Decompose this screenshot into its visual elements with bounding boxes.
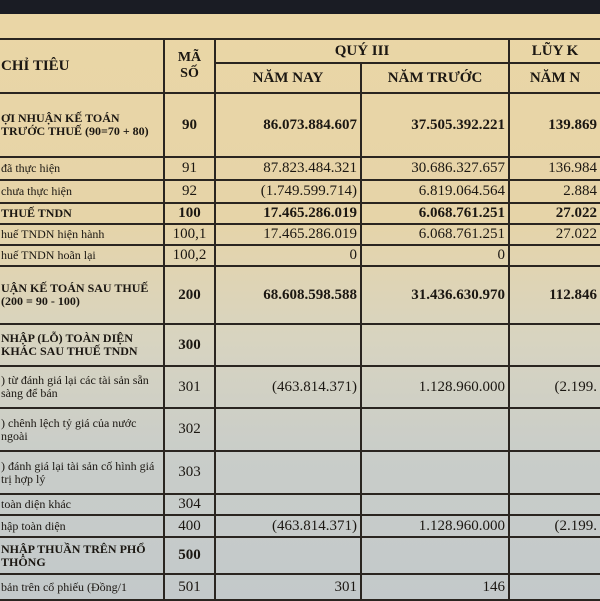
row-luy-ke xyxy=(509,408,600,451)
table-row xyxy=(0,515,600,537)
row-luy-ke xyxy=(509,245,600,266)
row-nam-truoc: 6.068.761.251 xyxy=(361,224,509,245)
row-nam-truoc: 6.819.064.564 xyxy=(361,180,509,203)
table-row xyxy=(0,408,600,451)
table-row xyxy=(0,366,600,408)
row-nam-truoc: 0 xyxy=(361,245,509,266)
table-row xyxy=(0,245,600,266)
row-nam-truoc: 1.128.960.000 xyxy=(361,515,509,537)
table-row xyxy=(0,266,600,324)
row-nam-nay: 86.073.884.607 xyxy=(215,93,361,157)
table-row xyxy=(0,451,600,494)
row-code: 300 xyxy=(164,324,215,366)
row-nam-nay xyxy=(215,537,361,574)
row-label: toàn diện khác xyxy=(0,494,164,515)
table-row xyxy=(0,93,600,157)
row-nam-nay: 301 xyxy=(215,574,361,600)
row-nam-truoc xyxy=(361,494,509,515)
table-row xyxy=(0,494,600,515)
row-nam-truoc: 31.436.630.970 xyxy=(361,266,509,324)
row-label: ) đánh giá lại tài sản cố hình giá trị hợp lý xyxy=(0,451,164,494)
table-row xyxy=(0,180,600,203)
row-label: huế TNDN hoãn lại xyxy=(0,245,164,266)
row-label: hập toàn diện xyxy=(0,515,164,537)
row-code: 304 xyxy=(164,494,215,515)
header-luy-ke: LŨY K xyxy=(509,39,600,63)
row-label: ) từ đánh giá lại các tài sản sẵn sàng để bán xyxy=(0,366,164,408)
row-luy-ke: 27.022 xyxy=(509,203,600,224)
row-code: 91 xyxy=(164,157,215,180)
row-code: 400 xyxy=(164,515,215,537)
row-code: 200 xyxy=(164,266,215,324)
row-luy-ke xyxy=(509,574,600,600)
row-label: ỢI NHUẬN KẾ TOÁN TRƯỚC THUẾ (90=70 + 80) xyxy=(0,93,164,157)
row-luy-ke: (2.199. xyxy=(509,515,600,537)
table-row xyxy=(0,203,600,224)
row-label: bản trên cổ phiếu (Đồng/1 xyxy=(0,574,164,600)
row-nam-truoc xyxy=(361,451,509,494)
row-code: 303 xyxy=(164,451,215,494)
row-nam-truoc: 6.068.761.251 xyxy=(361,203,509,224)
row-luy-ke xyxy=(509,494,600,515)
row-label: NHẬP (LỖ) TOÀN DIỆN KHÁC SAU THUẾ TNDN xyxy=(0,324,164,366)
header-ma-so: MÃ SỐ xyxy=(164,39,215,93)
row-nam-truoc xyxy=(361,537,509,574)
row-nam-nay: 17.465.286.019 xyxy=(215,203,361,224)
row-code: 92 xyxy=(164,180,215,203)
header-quy-iii: QUÝ III xyxy=(215,39,509,63)
row-nam-nay: 87.823.484.321 xyxy=(215,157,361,180)
row-code: 302 xyxy=(164,408,215,451)
row-nam-nay xyxy=(215,408,361,451)
row-luy-ke: 2.884 xyxy=(509,180,600,203)
row-label: huế TNDN hiện hành xyxy=(0,224,164,245)
row-luy-ke: (2.199. xyxy=(509,366,600,408)
row-code: 100,2 xyxy=(164,245,215,266)
header-row-1 xyxy=(0,39,600,63)
row-code: 100,1 xyxy=(164,224,215,245)
row-luy-ke xyxy=(509,537,600,574)
row-code: 501 xyxy=(164,574,215,600)
row-nam-nay xyxy=(215,494,361,515)
row-luy-ke: 139.869 xyxy=(509,93,600,157)
header-nam-nay: NĂM NAY xyxy=(215,63,361,93)
row-nam-nay: (463.814.371) xyxy=(215,366,361,408)
table-row xyxy=(0,537,600,574)
row-luy-ke xyxy=(509,324,600,366)
header-nam-truoc: NĂM TRƯỚC xyxy=(361,63,509,93)
financial-statement-sheet xyxy=(0,14,600,601)
row-luy-ke: 136.984 xyxy=(509,157,600,180)
row-nam-nay: (463.814.371) xyxy=(215,515,361,537)
row-nam-nay xyxy=(215,324,361,366)
row-nam-truoc: 146 xyxy=(361,574,509,600)
row-label: THUẾ TNDN xyxy=(0,203,164,224)
row-nam-nay xyxy=(215,451,361,494)
row-label: NHẬP THUẦN TRÊN PHỔ THÔNG xyxy=(0,537,164,574)
row-luy-ke xyxy=(509,451,600,494)
table-row xyxy=(0,574,600,600)
row-label: đã thực hiện xyxy=(0,157,164,180)
row-nam-nay: 0 xyxy=(215,245,361,266)
row-nam-truoc xyxy=(361,408,509,451)
table-row xyxy=(0,224,600,245)
row-nam-nay: (1.749.599.714) xyxy=(215,180,361,203)
row-nam-truoc: 30.686.327.657 xyxy=(361,157,509,180)
row-nam-nay: 17.465.286.019 xyxy=(215,224,361,245)
table-row xyxy=(0,157,600,180)
row-code: 301 xyxy=(164,366,215,408)
income-statement-table xyxy=(0,38,600,601)
header-nam-nay-luy-ke: NĂM N xyxy=(509,63,600,93)
row-label: UẬN KẾ TOÁN SAU THUẾ (200 = 90 - 100) xyxy=(0,266,164,324)
row-nam-nay: 68.608.598.588 xyxy=(215,266,361,324)
row-nam-truoc xyxy=(361,324,509,366)
row-nam-truoc: 1.128.960.000 xyxy=(361,366,509,408)
row-code: 500 xyxy=(164,537,215,574)
header-chi-tieu: CHỈ TIÊU xyxy=(0,39,164,93)
row-code: 90 xyxy=(164,93,215,157)
row-luy-ke: 27.022 xyxy=(509,224,600,245)
table-row xyxy=(0,324,600,366)
row-luy-ke: 112.846 xyxy=(509,266,600,324)
row-code: 100 xyxy=(164,203,215,224)
row-nam-truoc: 37.505.392.221 xyxy=(361,93,509,157)
row-label: chưa thực hiện xyxy=(0,180,164,203)
row-label: ) chênh lệch tỷ giá của nước ngoài xyxy=(0,408,164,451)
